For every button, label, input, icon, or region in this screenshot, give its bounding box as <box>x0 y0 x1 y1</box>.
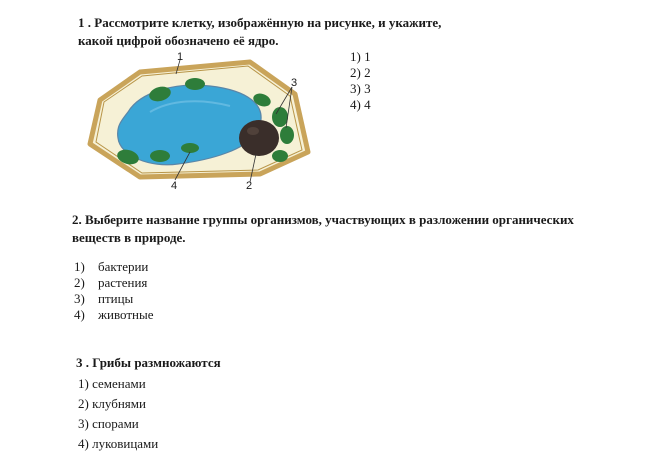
chloroplast <box>280 126 294 144</box>
q2-options <box>74 259 153 323</box>
q3-option[interactable]: 2) клубнями <box>78 396 146 411</box>
question-1-line-1: 1 . Рассмотрите клетку, изображённую на рисунке, и укажите, <box>78 15 442 30</box>
option-text: животные <box>98 307 154 322</box>
option-number: 3) <box>74 291 85 306</box>
chloroplast <box>181 143 199 153</box>
figure-label-4: 4 <box>171 180 178 192</box>
chloroplast <box>272 107 288 127</box>
question-2-line-2: веществ в природе. <box>72 230 186 245</box>
option-text: птицы <box>98 291 134 306</box>
q2-option[interactable] <box>74 291 153 307</box>
chloroplast <box>150 150 170 162</box>
q1-option[interactable]: 2) 2 <box>350 65 371 80</box>
question-2-line-1: 2. Выберите название группы организмов, участвующих в разложении органических <box>72 212 574 227</box>
option-number: 1) <box>74 259 85 274</box>
q3-option[interactable]: 4) луковицами <box>78 436 159 451</box>
option-text: растения <box>98 275 148 290</box>
figure-label-3: 3 <box>291 77 298 89</box>
q1-options <box>350 49 371 113</box>
chloroplast <box>185 78 205 90</box>
option-number: 2) <box>74 275 85 290</box>
q1-option[interactable]: 4) 4 <box>350 97 371 112</box>
question-1-line-2: какой цифрой обозначено её ядро. <box>78 33 279 48</box>
nucleus <box>239 120 279 156</box>
figure-label-2: 2 <box>246 180 253 192</box>
option-text: бактерии <box>98 259 149 274</box>
q2-option[interactable] <box>74 307 153 323</box>
q3-options <box>78 374 158 454</box>
q2-option[interactable] <box>74 275 153 291</box>
figure-label-1: 1 <box>177 51 184 63</box>
q1-option[interactable]: 3) 3 <box>350 81 371 96</box>
question-3-title: 3 . Грибы размножаются <box>76 355 221 370</box>
plant-cell-figure <box>80 52 330 197</box>
q2-option[interactable] <box>74 259 153 275</box>
option-number: 4) <box>74 307 85 322</box>
q3-option[interactable]: 3) спорами <box>78 416 139 431</box>
q3-option[interactable]: 1) семенами <box>78 376 146 391</box>
q1-option[interactable]: 1) 1 <box>350 49 371 64</box>
chloroplast <box>272 150 288 162</box>
